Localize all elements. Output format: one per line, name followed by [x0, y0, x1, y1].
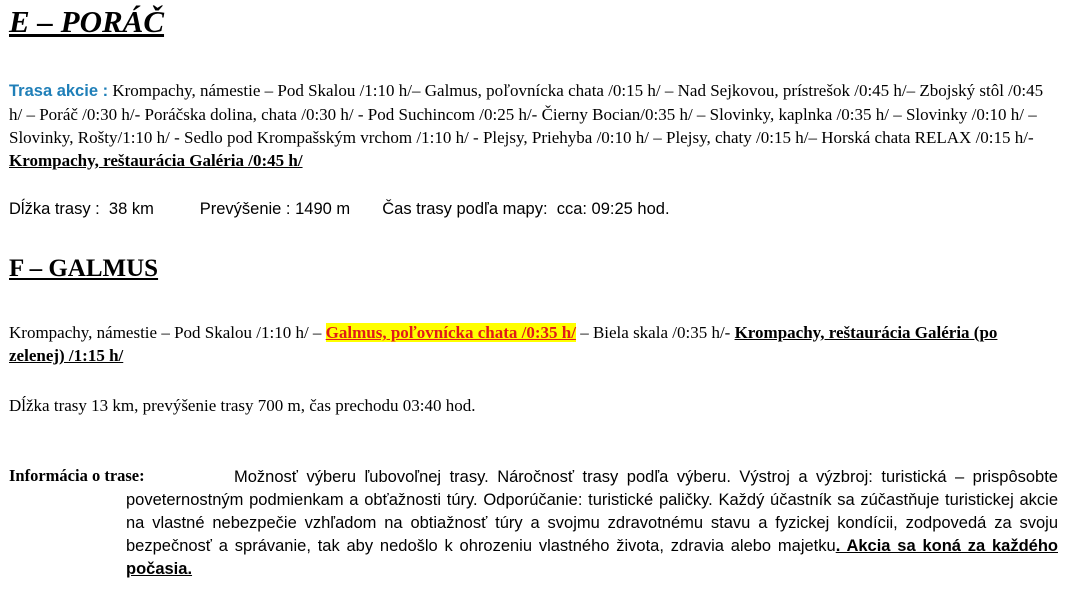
route-time: Čas trasy podľa mapy: cca: 09:25 hod. [382, 200, 670, 218]
info-closing: . Akcia sa koná za každého počasia. [126, 537, 1058, 578]
route-end: Krompachy, reštaurácia Galéria (po zelenej) /1:15 h/ [9, 323, 998, 365]
section-e-stats [9, 200, 670, 219]
route-end: Krompachy, reštaurácia Galéria /0:45 h/ [9, 151, 303, 170]
section-e-heading: E – PORÁČ [9, 4, 165, 39]
section-f-route [9, 321, 1057, 367]
info-label: Informácia o trase: [9, 466, 145, 485]
info-text [126, 466, 1058, 581]
route-start: Krompachy, námestie – Pod Skalou /1:10 h/ – [9, 323, 326, 342]
section-f-stats: Dĺžka trasy 13 km, prevýšenie trasy 700 m, čas prechodu 03:40 hod. [9, 396, 476, 415]
route-text: Krompachy, námestie – Pod Skalou /1:10 h/– Galmus, poľovnícka chata /0:15 h/ – Nad Sejkovou, prístrešok /0:45 h/– Zbojský stôl /0:45 h/ – Poráč /0:30 h/- Poráčska dolina, chata /0:30 h/ - Pod Suchincom /0:25 h/- Čierny Bocian/0:35 h/ – Slovinky, kaplnka /0:35 h/ – Slovinky /0:10 h/ – Slovinky, Rošty/1:10 h/ - Sedlo pod Krompašským vrchom /1:10 h/ - Plejsy, Priehyba /0:10 h/ – Plejsy, chaty /0:15 h/– Horská chata RELAX /0:15 h/- [9, 81, 1044, 147]
section-f-heading: F – GALMUS [9, 255, 159, 282]
route-highlight: Galmus, poľovnícka chata /0:35 h/ [325, 323, 576, 342]
route-length: Dĺžka trasy : 38 km [9, 200, 154, 218]
route-label: Trasa akcie : [9, 82, 109, 100]
info-body: Možnosť výberu ľubovoľnej trasy. Náročnosť trasy podľa výberu. Výstroj a výzbroj: turistická – prispôsobte poveternostným podmienkam a obťažnosti túry. Odporúčanie: turistické paličky. Každý účastník sa zúčastňuje turistickej akcie na vlastné nebezpečie vzhľadom na obtiažnosť túry a svojmu zdravotnému stavu a fyzickej kondícii, zodpovedá za svoju bezpečnosť a správanie, tak aby nedošlo k ohrozeniu vlastného života, zdravia alebo majetku [126, 468, 1058, 555]
route-elevation: Prevýšenie : 1490 m [199, 200, 351, 218]
section-e-route [9, 79, 1057, 172]
route-middle: – Biela skala /0:35 h/- [575, 323, 735, 342]
